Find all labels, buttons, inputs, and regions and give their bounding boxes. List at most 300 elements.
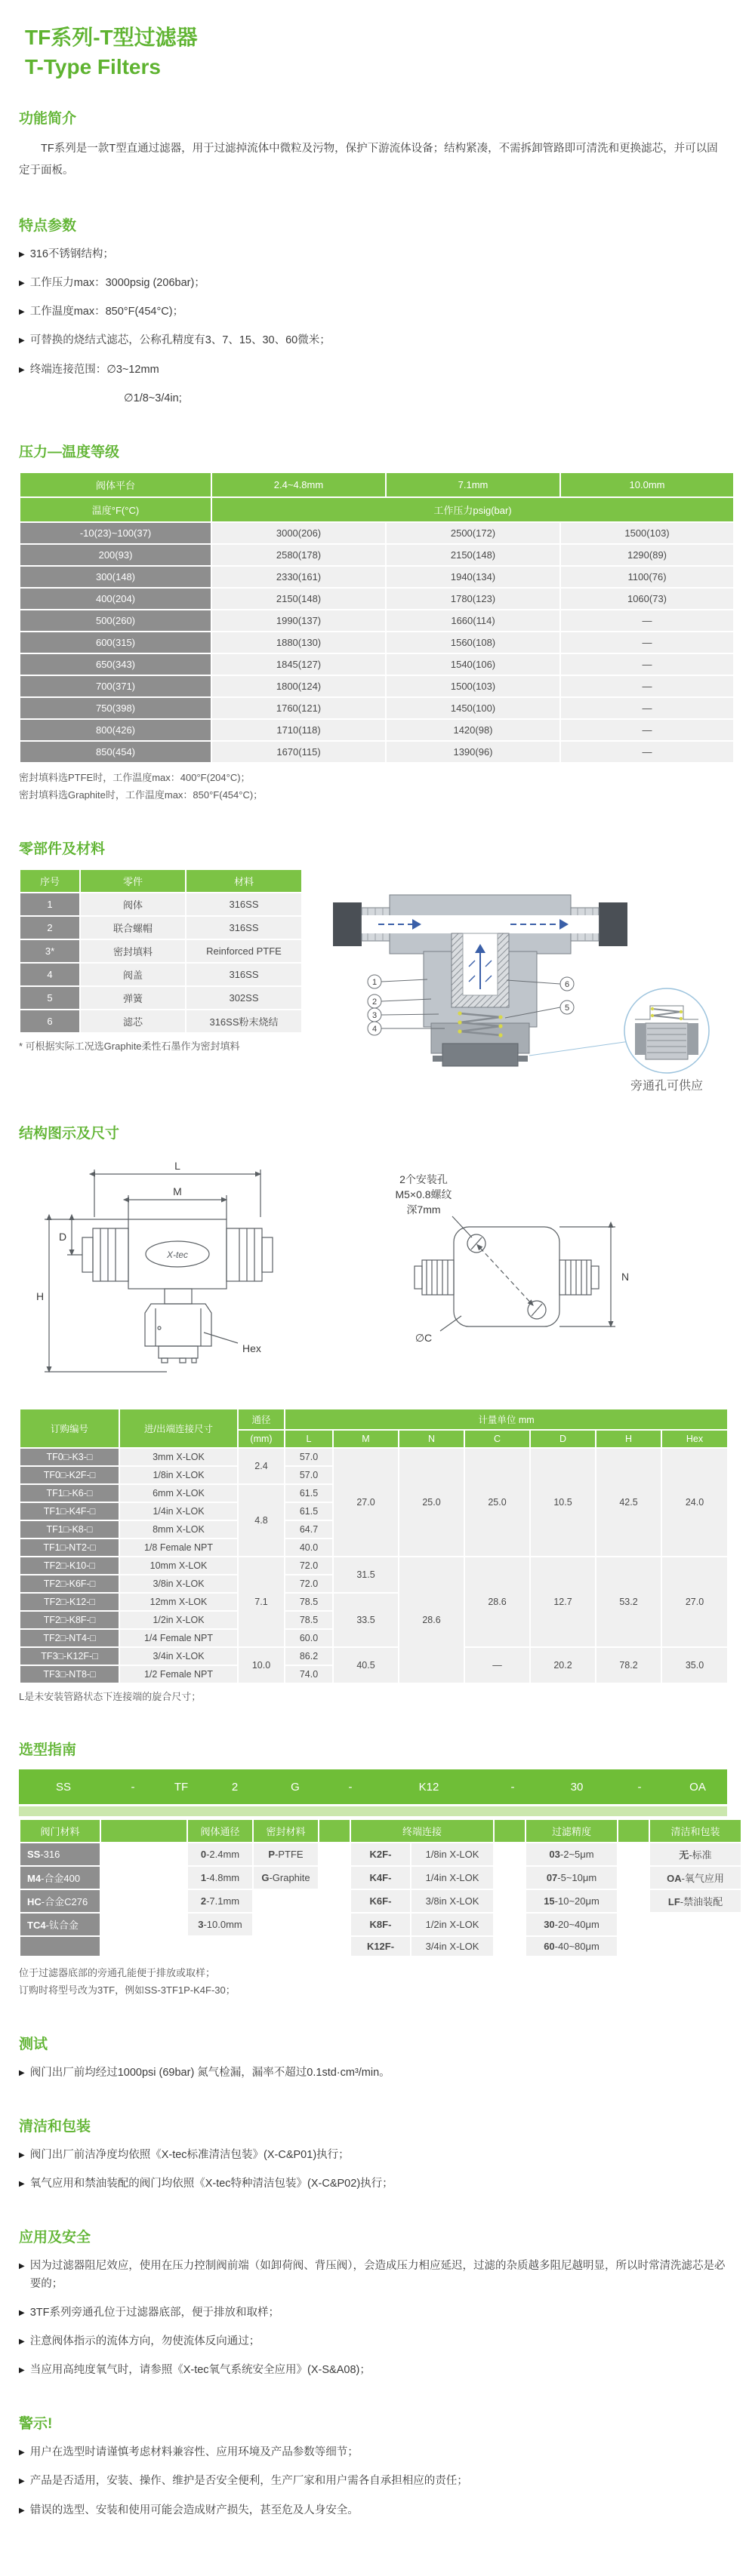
bullet-item [19, 2362, 729, 2379]
data-cell: K6F- [351, 1890, 410, 1912]
data-cell [319, 1890, 350, 1912]
dim-L-label: L [174, 1159, 180, 1172]
data-cell: 3/4in X-LOK [411, 1937, 493, 1956]
intro-paragraph: TF系列是一款T型直通过滤器，用于过滤掉流体中微粒及污物，保护下游流体设备；结构紧凑，不需拆卸管路即可清洗和更换滤芯，并可以固定于面板。 [19, 143, 718, 177]
callout-6: 6 [564, 979, 570, 989]
row-header-cell: TF1□-K8-□ [20, 1521, 119, 1538]
data-cell: 61.5 [285, 1485, 332, 1502]
bullet-arrow-icon: ▶ [19, 308, 25, 317]
note-line: 密封填料选Graphite时，工作温度max：850°F(454°C)； [19, 788, 264, 801]
column-header-cell: N [399, 1431, 464, 1447]
data-cell [495, 1890, 525, 1912]
test-list [19, 2064, 729, 2082]
row-header-cell: 4 [20, 964, 79, 985]
bullet-text: 316不锈钢结构； [29, 247, 114, 260]
section-features [19, 214, 729, 407]
row-header-cell: 3* [20, 940, 79, 962]
data-cell [319, 1843, 350, 1865]
bullet-text: 注意阀体指示的流体方向，勿使流体反向通过； [29, 2335, 260, 2347]
data-cell: 2-7.1mm [188, 1890, 252, 1912]
section-heading: 清洁和包装 [19, 2118, 91, 2135]
data-cell: 60-40~80μm [526, 1937, 617, 1956]
row-header-cell: 850(454) [20, 742, 211, 762]
dim-M-label: M [173, 1185, 182, 1197]
data-cell: 1560(108) [387, 632, 559, 653]
data-cell [254, 1937, 318, 1956]
data-cell [101, 1914, 186, 1935]
data-cell: 1/8 Female NPT [120, 1539, 237, 1556]
bullet-arrow-icon: ▶ [19, 2308, 25, 2317]
column-header-cell [495, 1820, 525, 1842]
data-cell: 1060(73) [561, 589, 733, 609]
bullet-arrow-icon: ▶ [19, 2448, 25, 2458]
callout-3: 3 [371, 1010, 378, 1020]
data-cell: 15-10~20μm [526, 1890, 617, 1912]
data-cell: P-PTFE [254, 1843, 318, 1865]
dim-D-label: D [58, 1230, 67, 1243]
bullet-arrow-icon: ▶ [19, 2262, 25, 2271]
data-cell [618, 1890, 649, 1912]
column-header-cell: 清洁和包装 [650, 1820, 741, 1842]
column-header-cell: D [531, 1431, 595, 1447]
column-header-cell: 通径 [239, 1409, 284, 1429]
front-view-drawing [19, 1153, 321, 1387]
data-cell: Reinforced PTFE [186, 940, 301, 962]
data-cell: 78.5 [285, 1594, 332, 1610]
bullet-text: 阀门出厂前洁净度均依照《X-tec标准清洁包装》(X-C&P01)执行； [29, 2148, 350, 2161]
data-cell: 1780(123) [387, 589, 559, 609]
data-cell: 1540(106) [387, 654, 559, 675]
row-header-cell: SS-316 [20, 1843, 100, 1865]
data-cell: 1500(103) [561, 523, 733, 543]
column-header-cell: 序号 [20, 870, 79, 892]
row-header-cell: 650(343) [20, 654, 211, 675]
ordering-notes [19, 1965, 729, 2000]
column-header-cell: L [285, 1431, 332, 1447]
row-header-cell: TF0□-K3-□ [20, 1449, 119, 1465]
data-cell [188, 1937, 252, 1956]
data-cell: 78.2 [596, 1648, 661, 1683]
row-header-cell: 2 [20, 917, 79, 939]
data-cell: 3mm X-LOK [120, 1449, 237, 1465]
column-header-cell: C [465, 1431, 529, 1447]
bullet-item [19, 2147, 729, 2164]
column-header-cell: Hex [662, 1431, 727, 1447]
mount-note-line1: 2个安装孔 [399, 1173, 448, 1185]
bullet-arrow-icon: ▶ [19, 365, 25, 374]
row-header-cell: 500(260) [20, 610, 211, 631]
section-dimensions [19, 1408, 729, 1706]
row-header-cell: TF3□-K12F-□ [20, 1648, 119, 1665]
model-bar-segment: 2 [231, 1780, 239, 1794]
data-cell: 1800(124) [212, 676, 385, 696]
column-header-cell: 阀门材料 [20, 1820, 100, 1842]
ordering-options-table [19, 1818, 729, 1957]
bullet-text: 终端连接范围：∅3~12mm [29, 363, 159, 376]
row-header-cell: TF1□-K4F-□ [20, 1503, 119, 1520]
data-cell: 316SS [186, 893, 301, 915]
data-cell: 1/4 Female NPT [120, 1630, 237, 1646]
bullet-text: 因为过滤器阻尼效应，使用在压力控制阀前端（如卸荷阀、背压阀），会造成压力相应延迟，过滤的杂质越多阻尼越明显，所以时常清洗滤芯是必要的； [29, 2260, 726, 2290]
data-cell: 1/2 Female NPT [120, 1666, 237, 1683]
row-header-cell: 800(426) [20, 720, 211, 740]
row-header-cell: 400(204) [20, 589, 211, 609]
data-cell: — [561, 742, 733, 762]
column-header-cell: 材料 [186, 870, 301, 892]
bullet-item [19, 2502, 729, 2519]
bullet-item [19, 2444, 729, 2461]
model-bar-segment: SS [55, 1780, 71, 1794]
section-structure [19, 1122, 729, 1387]
row-header-cell: 1 [20, 893, 79, 915]
section-heading: 选型指南 [19, 1742, 77, 1759]
column-header-cell: 阀体平台 [20, 473, 211, 496]
data-cell: 1390(96) [387, 742, 559, 762]
section-heading: 压力—温度等级 [19, 444, 120, 461]
data-cell: 密封填料 [81, 940, 185, 962]
section-heading: 结构图示及尺寸 [19, 1125, 120, 1142]
data-cell: 1500(103) [387, 676, 559, 696]
data-cell: 1/2in X-LOK [411, 1914, 493, 1935]
row-header-cell: TF2□-NT4-□ [20, 1630, 119, 1646]
bullet-item [19, 2258, 729, 2292]
data-cell: 2500(172) [387, 523, 559, 543]
bullet-item [19, 2064, 729, 2082]
data-cell [254, 1890, 318, 1912]
row-header-cell: 5 [20, 987, 79, 1009]
data-cell: 1/8in X-LOK [411, 1843, 493, 1865]
data-cell: 1880(130) [212, 632, 385, 653]
data-cell: K2F- [351, 1843, 410, 1865]
column-header-cell: 温度°F(°C) [20, 498, 211, 521]
data-cell: 316SS [186, 917, 301, 939]
column-header-cell: H [596, 1431, 661, 1447]
data-cell: 1-4.8mm [188, 1867, 252, 1889]
model-bar-segment: TF [174, 1780, 189, 1794]
column-header-cell: (mm) [239, 1431, 284, 1447]
data-cell: 03-2~5μm [526, 1843, 617, 1865]
row-header-cell: HC-合金C276 [20, 1890, 100, 1912]
bullet-text: 当应用高纯度氧气时，请参照《X-tec氧气系统安全应用》(X-S&A08)； [29, 2364, 371, 2377]
data-cell: 阀盖 [81, 964, 185, 985]
data-cell: 3-10.0mm [188, 1914, 252, 1935]
data-cell: 3/8in X-LOK [120, 1575, 237, 1592]
row-header-cell: TF3□-NT8-□ [20, 1666, 119, 1683]
data-cell: 25.0 [465, 1449, 529, 1556]
bullet-item [19, 2175, 729, 2193]
data-cell: 12mm X-LOK [120, 1594, 237, 1610]
data-cell: 31.5 [334, 1557, 398, 1592]
data-cell: 60.0 [285, 1630, 332, 1646]
data-cell: 42.5 [596, 1449, 661, 1556]
data-cell: 1/4in X-LOK [411, 1867, 493, 1889]
data-cell: 滤芯 [81, 1010, 185, 1032]
model-bar-segment: - [510, 1780, 515, 1794]
data-cell [495, 1867, 525, 1889]
bullet-arrow-icon: ▶ [19, 2068, 25, 2077]
callout-5: 5 [564, 1003, 570, 1013]
data-cell: OA-氧气应用 [650, 1867, 741, 1889]
data-cell: 10.5 [531, 1449, 595, 1556]
data-cell: — [561, 698, 733, 718]
page-title-en: T-Type Filters [25, 55, 161, 79]
bullet-item [19, 2473, 729, 2490]
row-header-cell: TF1□-K6-□ [20, 1485, 119, 1502]
column-header-cell [618, 1820, 649, 1842]
data-cell: 30-20~40μm [526, 1914, 617, 1935]
data-cell: 联合螺帽 [81, 917, 185, 939]
data-cell [101, 1867, 186, 1889]
data-cell: 阀体 [81, 893, 185, 915]
section-heading: 特点参数 [19, 217, 77, 234]
data-cell: 1/4in X-LOK [120, 1503, 237, 1520]
column-header-cell: 7.1mm [387, 473, 559, 496]
pressure-temperature-table [19, 472, 729, 764]
data-cell: 53.2 [596, 1557, 661, 1646]
column-header-cell [319, 1820, 350, 1842]
column-header-cell: M [334, 1431, 398, 1447]
data-cell [618, 1914, 649, 1935]
data-cell: 2580(178) [212, 545, 385, 565]
data-cell: — [561, 654, 733, 675]
column-header-cell: 零件 [81, 870, 185, 892]
bullet-item [19, 303, 729, 321]
data-cell: 24.0 [662, 1449, 727, 1556]
bullet-arrow-icon: ▶ [19, 250, 25, 259]
data-cell [650, 1937, 741, 1956]
data-cell: 弹簧 [81, 987, 185, 1009]
model-number-bar [19, 1769, 727, 1804]
data-cell: — [561, 610, 733, 631]
cleaning-list [19, 2147, 729, 2193]
column-header-cell: 阀体通径 [188, 1820, 252, 1842]
data-cell: 302SS [186, 987, 301, 1009]
column-header-cell: 终端连接 [351, 1820, 493, 1842]
data-cell: — [561, 676, 733, 696]
features-list [19, 246, 729, 407]
data-cell: 1290(89) [561, 545, 733, 565]
bullet-item [19, 275, 729, 292]
mount-note-line3: 深7mm [406, 1203, 441, 1216]
data-cell: 1710(118) [212, 720, 385, 740]
row-header-cell: 6 [20, 1010, 79, 1032]
section-heading: 测试 [19, 2036, 48, 2052]
model-bar-segment: OA [689, 1780, 706, 1794]
model-bar-segment: - [348, 1780, 353, 1794]
bullet-text: 3TF系列旁通孔位于过滤器底部，便于排放和取样； [29, 2306, 279, 2319]
column-header-cell: 进/出端连接尺寸 [120, 1409, 237, 1447]
bullet-text: 氧气应用和禁油装配的阀门均依照《X-tec特种清洁包装》(X-C&P02)执行； [29, 2178, 393, 2190]
side-view-drawing [348, 1153, 635, 1379]
pressure-notes [19, 770, 729, 804]
data-cell: 25.0 [399, 1449, 464, 1556]
data-cell: 1/8in X-LOK [120, 1467, 237, 1483]
data-cell: 07-5~10μm [526, 1867, 617, 1889]
model-bar-segment: K12 [418, 1780, 439, 1794]
column-header-cell [101, 1820, 186, 1842]
column-header-cell: 订购编号 [20, 1409, 119, 1447]
callout-4: 4 [371, 1024, 378, 1034]
bullet-text: 错误的选型、安装和使用可能会造成财产损失，甚至危及人身安全。 [29, 2504, 359, 2516]
bullet-arrow-icon: ▶ [19, 2180, 25, 2189]
data-cell [618, 1843, 649, 1865]
data-cell [495, 1843, 525, 1865]
mount-note-line2: M5×0.8螺纹 [395, 1188, 452, 1200]
data-cell: G-Graphite [254, 1867, 318, 1889]
data-cell [254, 1914, 318, 1935]
data-cell: 3000(206) [212, 523, 385, 543]
data-cell [319, 1867, 350, 1889]
data-cell: 57.0 [285, 1449, 332, 1465]
section-test [19, 2033, 729, 2082]
row-header-cell: TF2□-K8F-□ [20, 1612, 119, 1628]
data-cell: 316SS粉末烧结 [186, 1010, 301, 1032]
row-header-cell: TF1□-NT2-□ [20, 1539, 119, 1556]
bullet-text: 工作温度max：850°F(454°C)； [29, 306, 184, 318]
row-header-cell: 200(93) [20, 545, 211, 565]
data-cell: 1990(137) [212, 610, 385, 631]
data-cell: 74.0 [285, 1666, 332, 1683]
data-cell: 4.8 [239, 1485, 284, 1556]
row-header-cell: M4-合金400 [20, 1867, 100, 1889]
parts-cross-section-diagram [318, 868, 729, 1095]
data-cell: 6mm X-LOK [120, 1485, 237, 1502]
dim-H-label: H [35, 1290, 45, 1302]
warning-list [19, 2444, 729, 2519]
data-cell: 86.2 [285, 1648, 332, 1665]
data-cell: K8F- [351, 1914, 410, 1935]
data-cell: 28.6 [465, 1557, 529, 1646]
bullet-text: 产品是否适用，安装、操作、维护是否安全便利，生产厂家和用户需各自承担相应的责任； [29, 2475, 468, 2488]
data-cell: 1/2in X-LOK [120, 1612, 237, 1628]
bullet-item [19, 246, 729, 263]
data-cell: 12.7 [531, 1557, 595, 1646]
dim-N-label: N [621, 1270, 630, 1283]
bullet-item [19, 361, 729, 379]
data-cell: 1450(100) [387, 698, 559, 718]
data-cell: — [561, 632, 733, 653]
row-header-cell: TF2□-K6F-□ [20, 1575, 119, 1592]
data-cell: 20.2 [531, 1648, 595, 1683]
data-cell: 72.0 [285, 1575, 332, 1592]
bullet-item [19, 2304, 729, 2322]
data-cell: 2150(148) [387, 545, 559, 565]
row-header-cell: 300(148) [20, 567, 211, 587]
dim-C-label: ∅C [415, 1331, 433, 1344]
callout-2: 2 [371, 997, 378, 1007]
section-heading: 应用及安全 [19, 2230, 91, 2246]
data-cell: 8mm X-LOK [120, 1521, 237, 1538]
data-cell: 3/4in X-LOK [120, 1648, 237, 1665]
data-cell: 2150(148) [212, 589, 385, 609]
data-cell: 28.6 [399, 1557, 464, 1683]
data-cell: 57.0 [285, 1467, 332, 1483]
row-header-cell: TF2□-K10-□ [20, 1557, 119, 1574]
model-bar-segment: G [291, 1780, 300, 1794]
data-cell: 0-2.4mm [188, 1843, 252, 1865]
model-bar-segment: 30 [570, 1780, 584, 1794]
note-line: 位于过滤器底部的旁通孔能便于排放或取样； [19, 1967, 216, 1979]
bullet-text: 用户在选型时请谨慎考虑材料兼容性、应用环境及产品参数等细节； [29, 2446, 359, 2459]
dimensions-table [19, 1408, 729, 1684]
data-cell: 2330(161) [212, 567, 385, 587]
note-line: 订购时将型号改为3TF，例如SS-3TF1P-K4F-30； [19, 1984, 236, 1997]
section-heading: 功能简介 [19, 111, 77, 128]
bullet-arrow-icon: ▶ [19, 2366, 25, 2375]
model-bar-segment: - [637, 1780, 642, 1794]
section-heading: 零部件及材料 [19, 841, 106, 857]
dimensions-footnote: L是未安装管路状态下连接端的旋合尺寸； [19, 1690, 202, 1702]
page-title-cn: TF系列-T型过滤器 [25, 26, 198, 49]
section-pressure-temp [19, 441, 729, 804]
data-cell [101, 1890, 186, 1912]
column-header-cell: 过滤精度 [526, 1820, 617, 1842]
data-cell: 33.5 [334, 1594, 398, 1646]
safety-list [19, 2258, 729, 2379]
data-cell [495, 1914, 525, 1935]
data-cell: 35.0 [662, 1648, 727, 1683]
data-cell: 27.0 [334, 1449, 398, 1556]
data-cell: 316SS [186, 964, 301, 985]
bullet-arrow-icon: ▶ [19, 2506, 25, 2515]
data-cell: 1940(134) [387, 567, 559, 587]
data-cell: 61.5 [285, 1503, 332, 1520]
bullet-item [19, 332, 729, 349]
section-warning [19, 2412, 729, 2519]
data-cell [319, 1937, 350, 1956]
data-cell: 72.0 [285, 1557, 332, 1574]
data-cell: LF-禁油装配 [650, 1890, 741, 1912]
note-line: 密封填料选PTFE时，工作温度max：400°F(204°C)； [19, 772, 251, 784]
brand-logo: X-tec [166, 1249, 189, 1260]
data-cell [618, 1867, 649, 1889]
data-cell: 40.0 [285, 1539, 332, 1556]
column-header-cell: 计量单位 mm [285, 1409, 727, 1429]
section-ordering [19, 1738, 729, 2000]
column-header-cell: 2.4~4.8mm [212, 473, 385, 496]
data-cell: 1420(98) [387, 720, 559, 740]
column-header-cell: 工作压力psig(bar) [212, 498, 733, 521]
bullet-arrow-icon: ▶ [19, 337, 25, 346]
section-parts [19, 838, 729, 1095]
bullet-item [19, 2333, 729, 2350]
bullet-item [124, 390, 729, 407]
section-safety [19, 2226, 729, 2379]
column-header-cell: 10.0mm [561, 473, 733, 496]
bullet-text: ∅1/8~3/4in; [124, 392, 182, 404]
data-cell: 78.5 [285, 1612, 332, 1628]
data-cell [618, 1937, 649, 1956]
data-cell: 10mm X-LOK [120, 1557, 237, 1574]
bullet-arrow-icon: ▶ [19, 2150, 25, 2159]
row-header-cell: TF2□-K12-□ [20, 1594, 119, 1610]
callout-1: 1 [371, 977, 378, 987]
dim-hex-label: Hex [242, 1342, 261, 1354]
row-header-cell: -10(23)~100(37) [20, 523, 211, 543]
data-cell: 1100(76) [561, 567, 733, 587]
data-cell [319, 1914, 350, 1935]
row-header-cell: 600(315) [20, 632, 211, 653]
data-cell: 27.0 [662, 1557, 727, 1646]
row-header-cell: 750(398) [20, 698, 211, 718]
section-cleaning [19, 2115, 729, 2193]
row-header-cell: TF0□-K2F-□ [20, 1467, 119, 1483]
data-cell: 1660(114) [387, 610, 559, 631]
row-header-cell: 700(371) [20, 676, 211, 696]
data-cell: 3/8in X-LOK [411, 1890, 493, 1912]
data-cell: K4F- [351, 1867, 410, 1889]
bullet-arrow-icon: ▶ [19, 279, 25, 288]
